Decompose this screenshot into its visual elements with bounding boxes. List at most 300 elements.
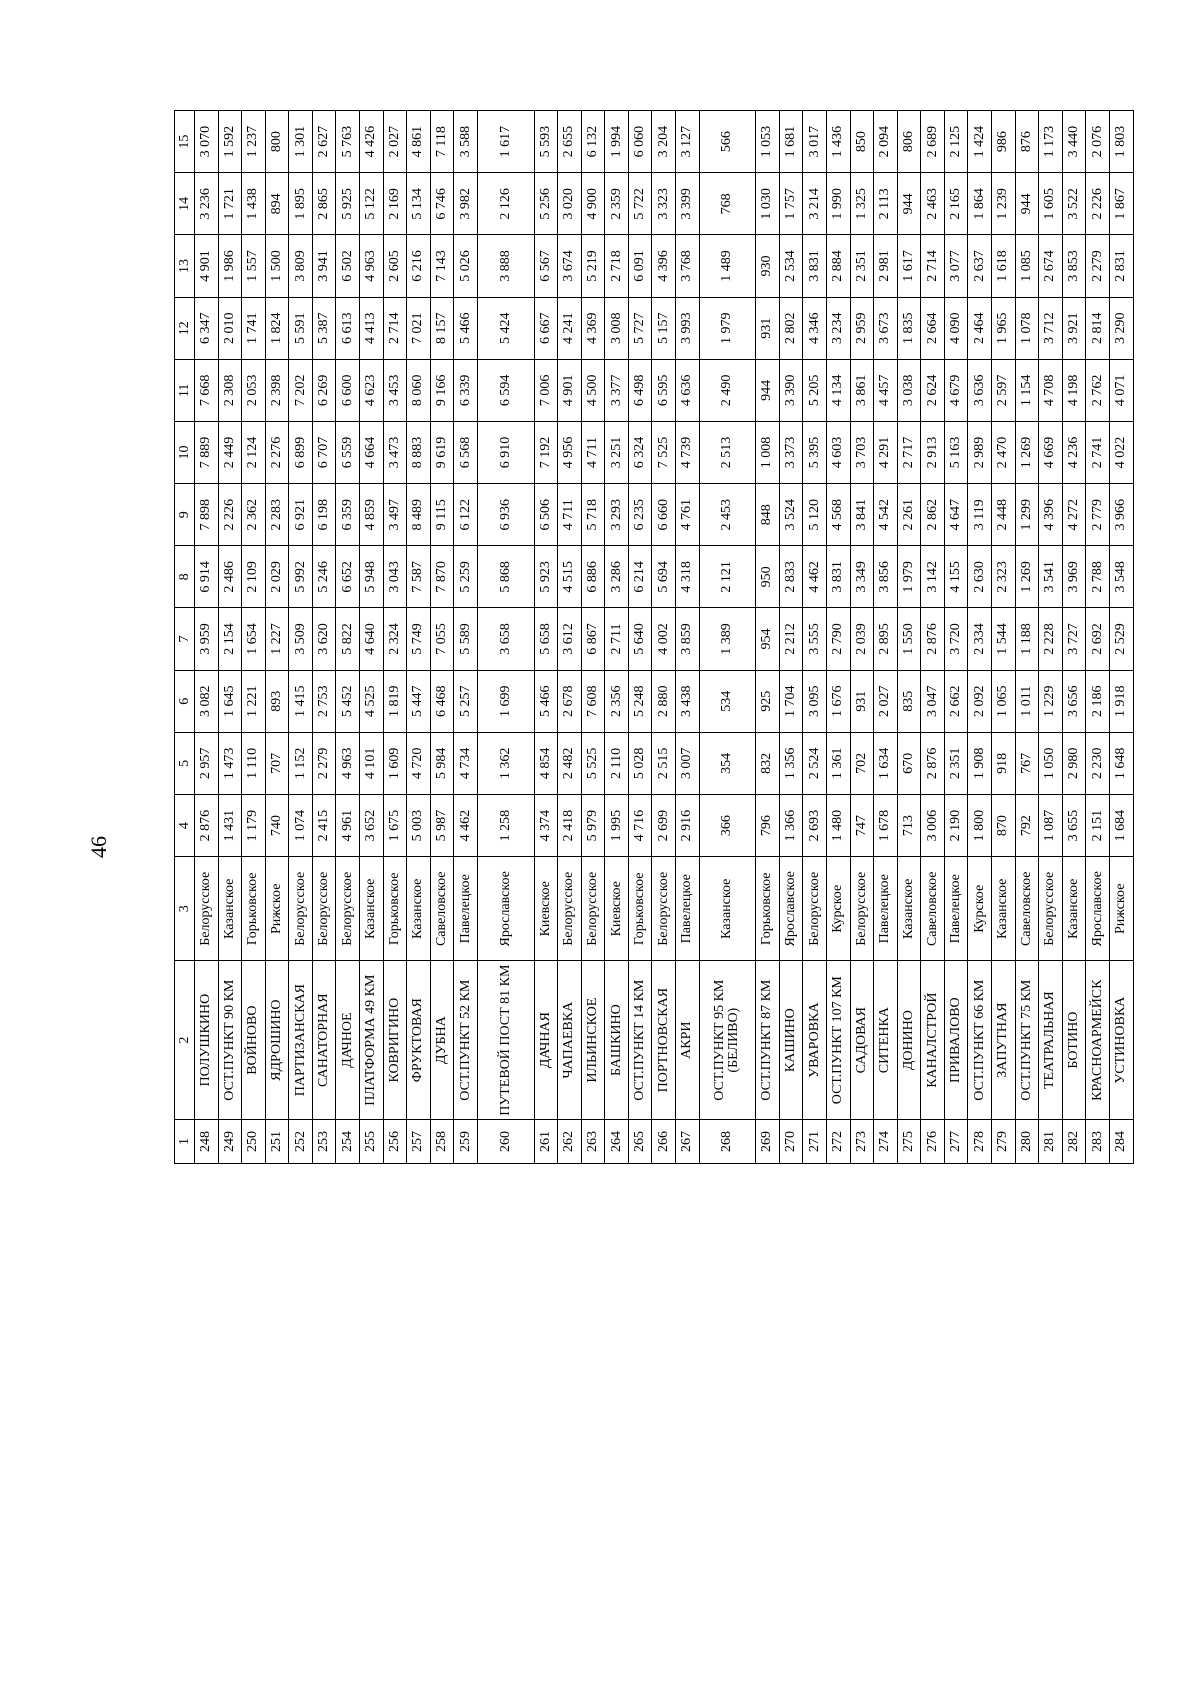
value-cell: 3 941 bbox=[312, 235, 336, 297]
value-cell: 2 027 bbox=[874, 670, 898, 732]
value-cell: 1 030 bbox=[756, 173, 780, 235]
value-cell: 876 bbox=[1015, 111, 1039, 173]
value-cell: 2 513 bbox=[699, 421, 756, 483]
value-cell: 2 124 bbox=[242, 421, 266, 483]
value-cell: 3 541 bbox=[1039, 546, 1063, 608]
value-cell: 5 466 bbox=[534, 670, 558, 732]
value-cell: 3 888 bbox=[477, 235, 534, 297]
value-cell: 4 961 bbox=[336, 794, 360, 856]
value-cell: 800 bbox=[265, 111, 289, 173]
value-cell: 2 165 bbox=[944, 173, 968, 235]
value-cell: 3 720 bbox=[944, 608, 968, 670]
value-cell: 2 524 bbox=[803, 732, 827, 794]
value-cell: 1 269 bbox=[1015, 421, 1039, 483]
value-cell: 3 652 bbox=[360, 794, 384, 856]
value-cell: 2 814 bbox=[1086, 297, 1110, 359]
value-cell: 1 908 bbox=[968, 732, 992, 794]
value-cell: 3 323 bbox=[652, 173, 676, 235]
value-cell: 4 623 bbox=[360, 359, 384, 421]
value-cell: 835 bbox=[897, 670, 921, 732]
table-row bbox=[454, 111, 478, 1164]
value-cell: 7 202 bbox=[289, 359, 313, 421]
table-row bbox=[605, 111, 629, 1164]
value-cell: 5 122 bbox=[360, 173, 384, 235]
value-cell: 6 468 bbox=[430, 670, 454, 732]
value-cell: 3 017 bbox=[803, 111, 827, 173]
value-cell: 2 027 bbox=[383, 111, 407, 173]
value-cell: 5 868 bbox=[477, 546, 534, 608]
value-cell: 3 993 bbox=[676, 297, 700, 359]
value-cell: 1 864 bbox=[968, 173, 992, 235]
value-cell: 3 841 bbox=[850, 484, 874, 546]
table-row bbox=[874, 111, 898, 1164]
value-cell: 1 424 bbox=[968, 111, 992, 173]
value-cell: 2 324 bbox=[383, 608, 407, 670]
value-cell: 4 739 bbox=[676, 421, 700, 483]
value-cell: 1 179 bbox=[242, 794, 266, 856]
station-name-cell: АКРИ bbox=[676, 961, 700, 1119]
table-row bbox=[921, 111, 945, 1164]
value-cell: 3 921 bbox=[1062, 297, 1086, 359]
value-cell: 5 395 bbox=[803, 421, 827, 483]
row-number-cell: 263 bbox=[581, 1119, 605, 1163]
direction-cell: Белорусское bbox=[1039, 857, 1063, 961]
value-cell: 2 876 bbox=[195, 794, 219, 856]
station-name-cell: ОСТ.ПУНКТ 87 КМ bbox=[756, 961, 780, 1119]
value-cell: 1 154 bbox=[1015, 359, 1039, 421]
direction-cell: Савеловское bbox=[1015, 857, 1039, 961]
station-name-cell: ЗАПУТНАЯ bbox=[991, 961, 1015, 1119]
value-cell: 1 078 bbox=[1015, 297, 1039, 359]
value-cell: 2 261 bbox=[897, 484, 921, 546]
direction-cell: Белорусское bbox=[195, 857, 219, 961]
value-cell: 7 525 bbox=[652, 421, 676, 483]
value-cell: 2 980 bbox=[1062, 732, 1086, 794]
station-name-cell: ВОЙНОВО bbox=[242, 961, 266, 1119]
value-cell: 7 898 bbox=[195, 484, 219, 546]
value-cell: 2 186 bbox=[1086, 670, 1110, 732]
direction-cell: Казанское bbox=[699, 857, 756, 961]
value-cell: 3 588 bbox=[454, 111, 478, 173]
value-cell: 1 239 bbox=[991, 173, 1015, 235]
value-cell: 6 567 bbox=[534, 235, 558, 297]
row-number-cell: 282 bbox=[1062, 1119, 1086, 1163]
value-cell: 3 234 bbox=[826, 297, 850, 359]
table-row bbox=[195, 111, 219, 1164]
value-cell: 2 094 bbox=[874, 111, 898, 173]
value-cell: 3 524 bbox=[779, 484, 803, 546]
value-cell: 2 351 bbox=[944, 732, 968, 794]
value-cell: 2 212 bbox=[779, 608, 803, 670]
direction-cell: Горьковское bbox=[383, 857, 407, 961]
station-name-cell: БОТИНО bbox=[1062, 961, 1086, 1119]
direction-cell: Казанское bbox=[360, 857, 384, 961]
value-cell: 2 630 bbox=[968, 546, 992, 608]
value-cell: 6 269 bbox=[312, 359, 336, 421]
value-cell: 6 746 bbox=[430, 173, 454, 235]
direction-cell: Павелецкое bbox=[676, 857, 700, 961]
rotated-table-wrapper bbox=[174, 110, 1134, 1164]
value-cell: 918 bbox=[991, 732, 1015, 794]
value-cell: 6 122 bbox=[454, 484, 478, 546]
value-cell: 2 637 bbox=[968, 235, 992, 297]
value-cell: 2 449 bbox=[218, 421, 242, 483]
value-cell: 4 708 bbox=[1039, 359, 1063, 421]
value-cell: 4 462 bbox=[454, 794, 478, 856]
station-name-cell: ДУБНА bbox=[430, 961, 454, 1119]
value-cell: 6 216 bbox=[407, 235, 431, 297]
value-cell: 1 634 bbox=[874, 732, 898, 794]
value-cell: 3 969 bbox=[1062, 546, 1086, 608]
value-cell: 4 716 bbox=[628, 794, 652, 856]
value-cell: 1 356 bbox=[779, 732, 803, 794]
value-cell: 4 426 bbox=[360, 111, 384, 173]
value-cell: 702 bbox=[850, 732, 874, 794]
value-cell: 5 248 bbox=[628, 670, 652, 732]
value-cell: 1 704 bbox=[779, 670, 803, 732]
row-number-cell: 248 bbox=[195, 1119, 219, 1163]
value-cell: 3 768 bbox=[676, 235, 700, 297]
value-cell: 5 763 bbox=[336, 111, 360, 173]
direction-cell: Казанское bbox=[991, 857, 1015, 961]
column-header: 9 bbox=[175, 484, 195, 546]
direction-cell: Горьковское bbox=[756, 857, 780, 961]
direction-cell: Белорусское bbox=[803, 857, 827, 961]
direction-cell: Белорусское bbox=[336, 857, 360, 961]
value-cell: 6 910 bbox=[477, 421, 534, 483]
station-name-cell: ОСТ.ПУНКТ 14 КМ bbox=[628, 961, 652, 1119]
direction-cell: Белорусское bbox=[652, 857, 676, 961]
value-cell: 1 965 bbox=[991, 297, 1015, 359]
value-cell: 2 283 bbox=[265, 484, 289, 546]
value-cell: 6 594 bbox=[477, 359, 534, 421]
table-row bbox=[1109, 111, 1133, 1164]
station-name-cell: ОСТ.ПУНКТ 107 КМ bbox=[826, 961, 850, 1119]
value-cell: 1 438 bbox=[242, 173, 266, 235]
direction-cell: Рижское bbox=[1109, 857, 1133, 961]
row-number-cell: 254 bbox=[336, 1119, 360, 1163]
value-cell: 870 bbox=[991, 794, 1015, 856]
row-number-cell: 252 bbox=[289, 1119, 313, 1163]
value-cell: 3 831 bbox=[803, 235, 827, 297]
value-cell: 2 884 bbox=[826, 235, 850, 297]
value-cell: 2 957 bbox=[195, 732, 219, 794]
value-cell: 7 587 bbox=[407, 546, 431, 608]
value-cell: 3 119 bbox=[968, 484, 992, 546]
value-cell: 1 835 bbox=[897, 297, 921, 359]
value-cell: 3 142 bbox=[921, 546, 945, 608]
value-cell: 3 373 bbox=[779, 421, 803, 483]
value-cell: 7 118 bbox=[430, 111, 454, 173]
value-cell: 354 bbox=[699, 732, 756, 794]
direction-cell: Ярославское bbox=[1086, 857, 1110, 961]
value-cell: 5 259 bbox=[454, 546, 478, 608]
row-number-cell: 256 bbox=[383, 1119, 407, 1163]
value-cell: 2 226 bbox=[218, 484, 242, 546]
column-header: 15 bbox=[175, 111, 195, 173]
row-number-cell: 260 bbox=[477, 1119, 534, 1163]
value-cell: 566 bbox=[699, 111, 756, 173]
value-cell: 944 bbox=[897, 173, 921, 235]
value-cell: 3 214 bbox=[803, 173, 827, 235]
table-row bbox=[558, 111, 582, 1164]
value-cell: 3 497 bbox=[383, 484, 407, 546]
value-cell: 3 656 bbox=[1062, 670, 1086, 732]
table-row bbox=[407, 111, 431, 1164]
row-number-cell: 265 bbox=[628, 1119, 652, 1163]
value-cell: 2 627 bbox=[312, 111, 336, 173]
value-cell: 2 862 bbox=[921, 484, 945, 546]
row-number-cell: 251 bbox=[265, 1119, 289, 1163]
value-cell: 2 711 bbox=[605, 608, 629, 670]
value-cell: 1 366 bbox=[779, 794, 803, 856]
station-name-cell: УСТИНОВКА bbox=[1109, 961, 1133, 1119]
direction-cell: Горьковское bbox=[628, 857, 652, 961]
value-cell: 4 090 bbox=[944, 297, 968, 359]
value-cell: 2 529 bbox=[1109, 608, 1133, 670]
value-cell: 1 008 bbox=[756, 421, 780, 483]
value-cell: 3 399 bbox=[676, 173, 700, 235]
value-cell: 1 221 bbox=[242, 670, 266, 732]
station-name-cell: ПОЛУШКИНО bbox=[195, 961, 219, 1119]
value-cell: 2 169 bbox=[383, 173, 407, 235]
value-cell: 1 085 bbox=[1015, 235, 1039, 297]
column-header: 14 bbox=[175, 173, 195, 235]
value-cell: 4 374 bbox=[534, 794, 558, 856]
station-name-cell: ПУТЕВОЙ ПОСТ 81 КМ bbox=[477, 961, 534, 1119]
value-cell: 2 154 bbox=[218, 608, 242, 670]
value-cell: 2 959 bbox=[850, 297, 874, 359]
value-cell: 4 901 bbox=[558, 359, 582, 421]
value-cell: 2 790 bbox=[826, 608, 850, 670]
value-cell: 5 466 bbox=[454, 297, 478, 359]
value-cell: 3 959 bbox=[195, 608, 219, 670]
value-cell: 2 230 bbox=[1086, 732, 1110, 794]
value-cell: 1 867 bbox=[1109, 173, 1133, 235]
value-cell: 2 470 bbox=[991, 421, 1015, 483]
station-name-cell: КАНАЛСТРОЙ bbox=[921, 961, 945, 1119]
value-cell: 4 711 bbox=[558, 484, 582, 546]
value-cell: 1 609 bbox=[383, 732, 407, 794]
value-cell: 747 bbox=[850, 794, 874, 856]
value-cell: 3 966 bbox=[1109, 484, 1133, 546]
value-cell: 2 010 bbox=[218, 297, 242, 359]
row-number-cell: 258 bbox=[430, 1119, 454, 1163]
value-cell: 1 480 bbox=[826, 794, 850, 856]
direction-cell: Павелецкое bbox=[944, 857, 968, 961]
value-cell: 6 886 bbox=[581, 546, 605, 608]
value-cell: 4 272 bbox=[1062, 484, 1086, 546]
value-cell: 4 568 bbox=[826, 484, 850, 546]
direction-cell: Рижское bbox=[265, 857, 289, 961]
value-cell: 5 134 bbox=[407, 173, 431, 235]
direction-cell: Киевское bbox=[534, 857, 558, 961]
value-cell: 4 396 bbox=[1039, 484, 1063, 546]
value-cell: 2 779 bbox=[1086, 484, 1110, 546]
row-number-cell: 272 bbox=[826, 1119, 850, 1163]
direction-cell: Казанское bbox=[407, 857, 431, 961]
value-cell: 2 053 bbox=[242, 359, 266, 421]
direction-cell: Киевское bbox=[605, 857, 629, 961]
value-cell: 5 026 bbox=[454, 235, 478, 297]
table-row bbox=[336, 111, 360, 1164]
value-cell: 2 151 bbox=[1086, 794, 1110, 856]
value-cell: 3 555 bbox=[803, 608, 827, 670]
value-cell: 1 065 bbox=[991, 670, 1015, 732]
value-cell: 7 608 bbox=[581, 670, 605, 732]
station-name-cell: ТЕАТРАЛЬНАЯ bbox=[1039, 961, 1063, 1119]
value-cell: 1 617 bbox=[477, 111, 534, 173]
value-cell: 1 618 bbox=[991, 235, 1015, 297]
value-cell: 4 900 bbox=[581, 173, 605, 235]
value-cell: 4 155 bbox=[944, 546, 968, 608]
row-number-cell: 267 bbox=[676, 1119, 700, 1163]
table-row bbox=[676, 111, 700, 1164]
value-cell: 2 753 bbox=[312, 670, 336, 732]
value-cell: 1 389 bbox=[699, 608, 756, 670]
value-cell: 1 994 bbox=[605, 111, 629, 173]
value-cell: 3 620 bbox=[312, 608, 336, 670]
value-cell: 5 163 bbox=[944, 421, 968, 483]
value-cell: 3 038 bbox=[897, 359, 921, 421]
value-cell: 2 699 bbox=[652, 794, 676, 856]
value-cell: 1 489 bbox=[699, 235, 756, 297]
value-cell: 5 257 bbox=[454, 670, 478, 732]
page-number: 46 bbox=[86, 836, 111, 858]
value-cell: 8 157 bbox=[430, 297, 454, 359]
direction-cell: Казанское bbox=[1062, 857, 1086, 961]
value-cell: 3 095 bbox=[803, 670, 827, 732]
value-cell: 1 676 bbox=[826, 670, 850, 732]
value-cell: 2 190 bbox=[944, 794, 968, 856]
value-cell: 3 438 bbox=[676, 670, 700, 732]
value-cell: 2 876 bbox=[921, 732, 945, 794]
value-cell: 4 859 bbox=[360, 484, 384, 546]
value-cell: 670 bbox=[897, 732, 921, 794]
value-cell: 1 675 bbox=[383, 794, 407, 856]
value-cell: 2 802 bbox=[779, 297, 803, 359]
value-cell: 2 453 bbox=[699, 484, 756, 546]
value-cell: 7 055 bbox=[430, 608, 454, 670]
row-number-cell: 253 bbox=[312, 1119, 336, 1163]
direction-cell: Ярославское bbox=[779, 857, 803, 961]
value-cell: 1 617 bbox=[897, 235, 921, 297]
table-row bbox=[218, 111, 242, 1164]
value-cell: 2 463 bbox=[921, 173, 945, 235]
value-cell: 1 110 bbox=[242, 732, 266, 794]
table-row bbox=[265, 111, 289, 1164]
value-cell: 3 007 bbox=[676, 732, 700, 794]
value-cell: 5 984 bbox=[430, 732, 454, 794]
station-name-cell: БАШКИНО bbox=[605, 961, 629, 1119]
value-cell: 4 603 bbox=[826, 421, 850, 483]
value-cell: 5 246 bbox=[312, 546, 336, 608]
value-cell: 1 269 bbox=[1015, 546, 1039, 608]
value-cell: 3 020 bbox=[558, 173, 582, 235]
value-cell: 2 398 bbox=[265, 359, 289, 421]
table-row bbox=[628, 111, 652, 1164]
value-cell: 2 714 bbox=[921, 235, 945, 297]
value-cell: 5 593 bbox=[534, 111, 558, 173]
value-cell: 3 204 bbox=[652, 111, 676, 173]
station-name-cell: САНАТОРНАЯ bbox=[312, 961, 336, 1119]
value-cell: 3 440 bbox=[1062, 111, 1086, 173]
value-cell: 2 534 bbox=[779, 235, 803, 297]
value-cell: 2 276 bbox=[265, 421, 289, 483]
value-cell: 2 880 bbox=[652, 670, 676, 732]
value-cell: 1 299 bbox=[1015, 484, 1039, 546]
value-cell: 1 654 bbox=[242, 608, 266, 670]
value-cell: 5 424 bbox=[477, 297, 534, 359]
table-row bbox=[1039, 111, 1063, 1164]
value-cell: 5 591 bbox=[289, 297, 313, 359]
value-cell: 3 509 bbox=[289, 608, 313, 670]
value-cell: 5 979 bbox=[581, 794, 605, 856]
row-number-cell: 250 bbox=[242, 1119, 266, 1163]
value-cell: 4 413 bbox=[360, 297, 384, 359]
table-row bbox=[1086, 111, 1110, 1164]
value-cell: 768 bbox=[699, 173, 756, 235]
value-cell: 3 082 bbox=[195, 670, 219, 732]
value-cell: 1 074 bbox=[289, 794, 313, 856]
row-number-cell: 283 bbox=[1086, 1119, 1110, 1163]
column-header: 13 bbox=[175, 235, 195, 297]
value-cell: 4 318 bbox=[676, 546, 700, 608]
value-cell: 1 011 bbox=[1015, 670, 1039, 732]
direction-cell: Савеловское bbox=[921, 857, 945, 961]
table-row bbox=[779, 111, 803, 1164]
value-cell: 9 166 bbox=[430, 359, 454, 421]
direction-cell: Курское bbox=[826, 857, 850, 961]
value-cell: 6 600 bbox=[336, 359, 360, 421]
value-cell: 6 707 bbox=[312, 421, 336, 483]
value-cell: 5 987 bbox=[430, 794, 454, 856]
value-cell: 2 916 bbox=[676, 794, 700, 856]
row-number-cell: 284 bbox=[1109, 1119, 1133, 1163]
value-cell: 4 525 bbox=[360, 670, 384, 732]
value-cell: 4 636 bbox=[676, 359, 700, 421]
value-cell: 4 669 bbox=[1039, 421, 1063, 483]
value-cell: 4 515 bbox=[558, 546, 582, 608]
value-cell: 2 741 bbox=[1086, 421, 1110, 483]
value-cell: 2 448 bbox=[991, 484, 1015, 546]
value-cell: 2 113 bbox=[874, 173, 898, 235]
row-number-cell: 277 bbox=[944, 1119, 968, 1163]
value-cell: 3 674 bbox=[558, 235, 582, 297]
value-cell: 4 901 bbox=[195, 235, 219, 297]
value-cell: 3 856 bbox=[874, 546, 898, 608]
value-cell: 950 bbox=[756, 546, 780, 608]
value-cell: 6 652 bbox=[336, 546, 360, 608]
table-row bbox=[991, 111, 1015, 1164]
value-cell: 2 833 bbox=[779, 546, 803, 608]
value-cell: 2 605 bbox=[383, 235, 407, 297]
value-cell: 1 819 bbox=[383, 670, 407, 732]
value-cell: 1 721 bbox=[218, 173, 242, 235]
row-number-cell: 268 bbox=[699, 1119, 756, 1163]
value-cell: 1 648 bbox=[1109, 732, 1133, 794]
value-cell: 5 822 bbox=[336, 608, 360, 670]
value-cell: 1 918 bbox=[1109, 670, 1133, 732]
value-cell: 6 568 bbox=[454, 421, 478, 483]
value-cell: 1 678 bbox=[874, 794, 898, 856]
value-cell: 4 679 bbox=[944, 359, 968, 421]
row-number-cell: 255 bbox=[360, 1119, 384, 1163]
value-cell: 5 948 bbox=[360, 546, 384, 608]
value-cell: 2 279 bbox=[312, 732, 336, 794]
value-cell: 5 925 bbox=[336, 173, 360, 235]
value-cell: 4 761 bbox=[676, 484, 700, 546]
